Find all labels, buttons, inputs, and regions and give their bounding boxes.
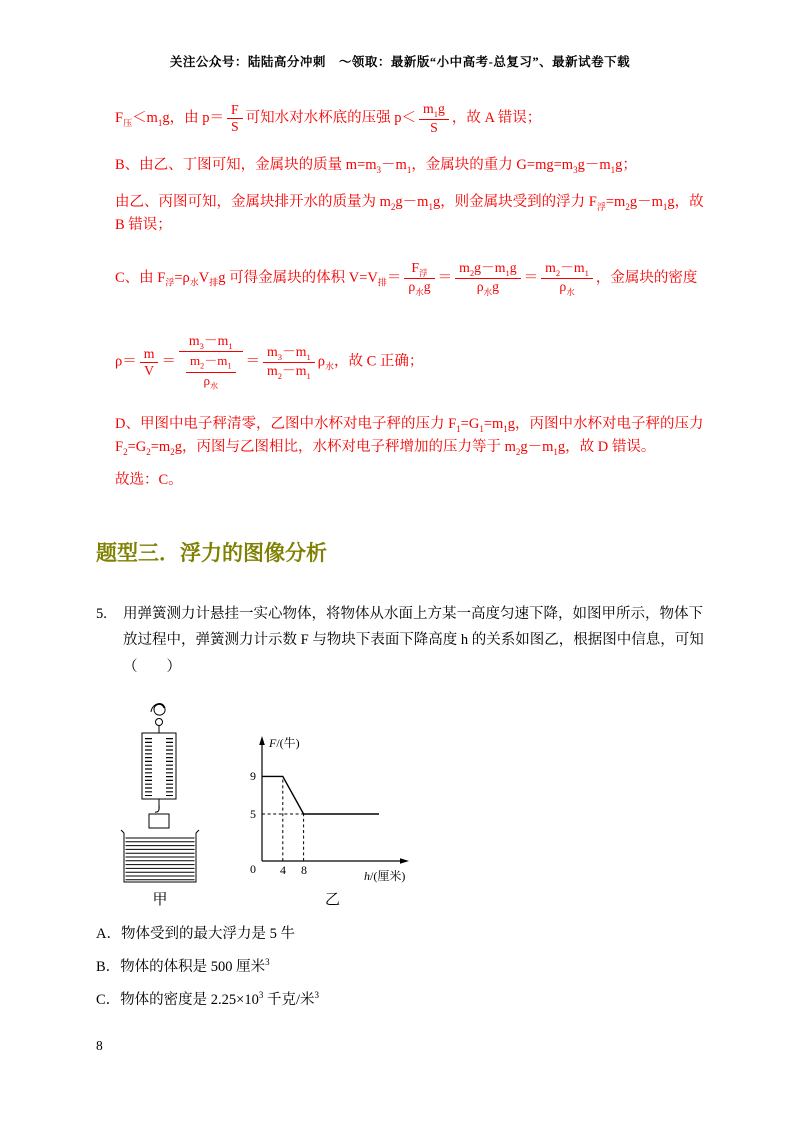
solution-line-c2: ρ＝ $\frac{m}{V}$ ＝ $\frac{m_3-m_1}{\frac{m_2-m_1}{\rho_水}}$ ＝ $\frac{m_3-m_1}{m_2-m_1}$ $\rho_水$，故 C 正确； xyxy=(115,333,424,391)
y-axis-arrow xyxy=(259,736,265,745)
page-number: 8 xyxy=(96,1038,103,1054)
figure-label-yi: 乙 xyxy=(324,892,340,909)
hanging-object xyxy=(149,814,169,828)
figure xyxy=(114,697,708,909)
y-axis-label: F/(牛) xyxy=(269,736,300,751)
solution-line-b1: B、由乙、丁图可知，金属块的质量 $m=m_3-m_1$，金属块的重力 $G=mg=m_3g-m_1g$； xyxy=(115,156,637,175)
option-a: A．物体受到的最大浮力是 5 牛 xyxy=(96,926,295,943)
solution-block xyxy=(115,100,708,493)
option-b: B．物体的体积是 500 厘米$^3$ xyxy=(96,957,270,976)
question-text: 用弹簧测力计悬挂一实心物体，将物体从水面上方某一高度匀速下降，如图甲所示，物体下放过程中，弹簧测力计示数 F 与物块下表面下降高度 h 的关系如图乙，根据图中信息，可知（ ） xyxy=(123,605,704,676)
plot-line xyxy=(262,776,379,861)
x-tick-4: 4 xyxy=(280,863,286,878)
question-5 xyxy=(96,601,708,681)
page-header: 关注公众号：陆陆高分冲刺 ～领取：最新版“小中高考-总复习”、最新试卷下载 xyxy=(169,55,631,69)
water-hatching xyxy=(126,838,195,880)
axes xyxy=(259,736,409,864)
figure-label-jia: 甲 xyxy=(152,892,168,909)
hand-squiggle-icon xyxy=(151,704,165,716)
y-tick-9: 9 xyxy=(250,769,256,784)
solution-line-a: $F_压<m_1g$，由 p＝ $\frac{F}{S}$ 可知水对水杯底的压强 p＜ $\frac{m_1g}{S}$ ，故 A 错误； xyxy=(115,101,542,135)
answer-options xyxy=(96,923,708,1012)
section-heading: 题型三．浮力的图像分析 xyxy=(96,541,327,565)
solution-answer: 故选：C。 xyxy=(115,472,183,489)
scale-ring xyxy=(156,719,163,726)
figure-graph xyxy=(240,733,425,909)
question-number: 5. xyxy=(96,605,107,622)
force-height-graph xyxy=(240,733,425,885)
solution-line-c1: C、由 $F_浮=\rho_水V_排g$ 可得金属块的体积 $V=V_排=$ $\frac{F_浮}{\rho_水g}$ ＝ $\frac{m_2g-m_1g}{\rho_水g}$ ＝ $\frac{m_2-m_1}{\rho_水}$ ，金属块的密度 xyxy=(115,260,698,297)
solution-line-d: D、甲图中电子秤清零，乙图中水杯对电子秤的压力 $F_1=G_1=m_1g$，丙图中水杯对电子秤的压力 $F_2=G_2=m_2g$，丙图与乙图相比，水杯对电子秤增加的压力等于 $m_2g-m_1g$，故 D 错误。 xyxy=(115,415,704,458)
x-axis-arrow xyxy=(400,858,409,864)
option-c: C．物体的密度是 $2.25\times 10^3$ 千克/米$^3$ xyxy=(96,990,320,1009)
content-area xyxy=(0,100,800,1054)
figure-apparatus xyxy=(114,697,206,909)
spring-scale-apparatus-drawing xyxy=(114,697,206,885)
solution-line-b2: 由乙、丙图可知，金属块排开水的质量为 $m_2g-m_1g$，则金属块受到的浮力 $F_浮=m_2g-m_1g$，故 B 错误； xyxy=(115,193,704,234)
origin-label: 0 xyxy=(250,862,256,877)
y-tick-5: 5 xyxy=(250,807,256,822)
x-axis-label: h/(厘米) xyxy=(364,869,406,884)
x-tick-8: 8 xyxy=(301,863,307,878)
